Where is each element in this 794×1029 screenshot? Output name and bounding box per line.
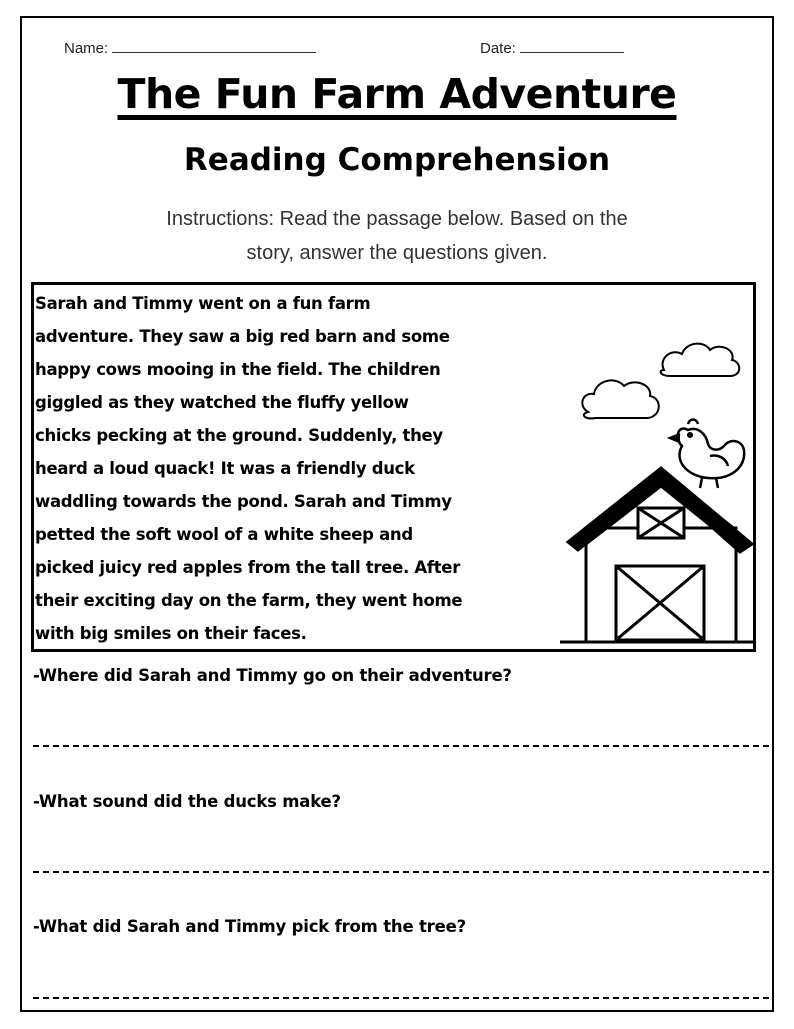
passage-line: Sarah and Timmy went on a fun farm — [35, 294, 371, 313]
instructions — [110, 202, 684, 270]
passage-line: picked juicy red apples from the tall tree. After — [35, 558, 461, 577]
chicken-icon — [670, 420, 744, 489]
passage-line: with big smiles on their faces. — [35, 624, 307, 643]
date-label: Date: — [480, 40, 516, 57]
question-2: -What sound did the ducks make? — [33, 792, 341, 811]
answer-line-1[interactable] — [33, 745, 769, 747]
passage-line: their exciting day on the farm, they went home — [35, 591, 463, 610]
cloud-icon — [661, 344, 740, 376]
passage-line: adventure. They saw a big red barn and some — [35, 327, 450, 346]
instructions-line: story, answer the questions given. — [246, 242, 548, 264]
passage-line: chicks pecking at the ground. Suddenly, they — [35, 426, 443, 445]
name-blank-line[interactable] — [112, 38, 316, 53]
question-1: -Where did Sarah and Timmy go on their adventure? — [33, 666, 512, 685]
answer-line-3[interactable] — [33, 997, 769, 999]
name-field[interactable] — [64, 38, 316, 57]
instructions-line: Instructions: Read the passage below. Based on the — [166, 208, 628, 230]
worksheet-subtitle: Reading Comprehension — [183, 142, 611, 178]
passage-line: petted the soft wool of a white sheep and — [35, 525, 413, 544]
question-3: -What did Sarah and Timmy pick from the tree? — [33, 917, 466, 936]
date-field[interactable] — [480, 38, 624, 57]
passage-line: happy cows mooing in the field. The children — [35, 360, 441, 379]
reading-passage — [35, 287, 580, 650]
worksheet-title: The Fun Farm Adventure — [117, 70, 677, 118]
cloud-icon — [582, 380, 658, 418]
name-label: Name: — [64, 40, 109, 57]
passage-line: heard a loud quack! It was a friendly duck — [35, 459, 415, 478]
answer-line-2[interactable] — [33, 871, 769, 873]
barn-icon — [560, 468, 756, 642]
farm-illustration — [560, 320, 756, 650]
date-blank-line[interactable] — [520, 38, 624, 53]
passage-line: waddling towards the pond. Sarah and Timmy — [35, 492, 452, 511]
passage-line: giggled as they watched the fluffy yellow — [35, 393, 409, 412]
